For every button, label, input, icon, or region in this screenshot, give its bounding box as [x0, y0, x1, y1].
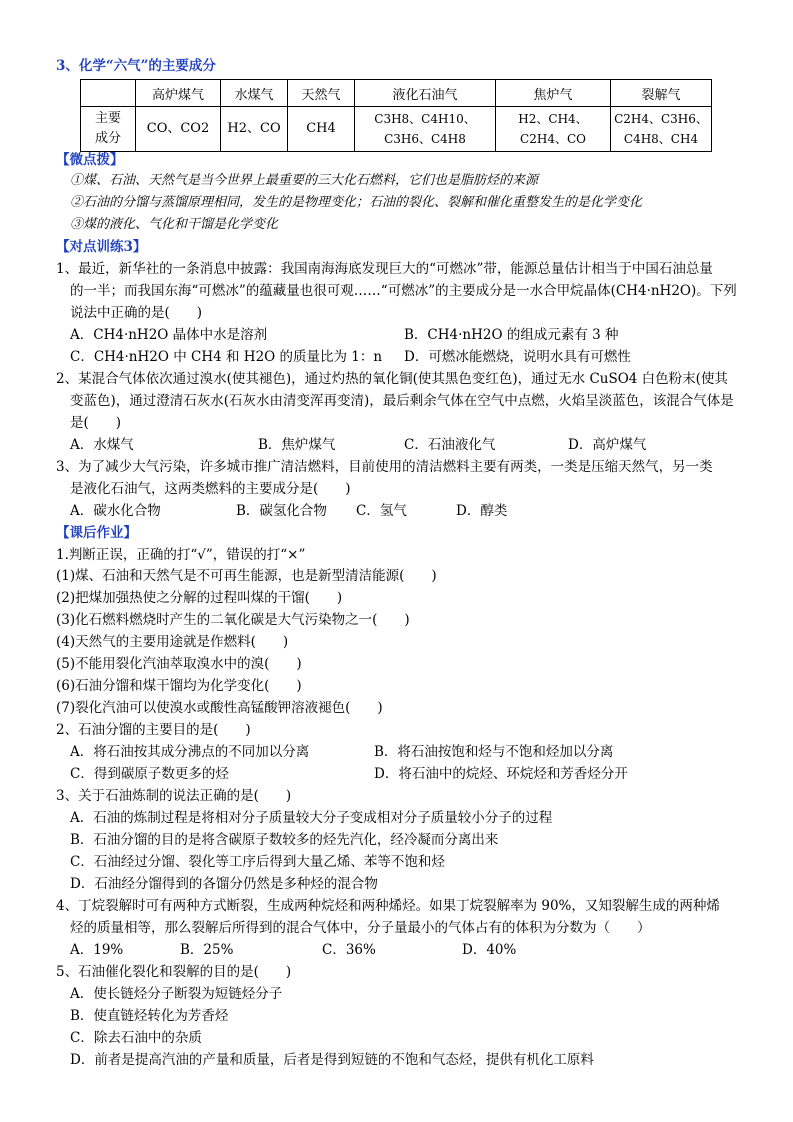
question-text: 变蓝色)，通过澄清石灰水(石灰水由清变浑再变清)，最后剩余气体在空气中点燃，火焰呈淡蓝色，该混合气体是 [70, 393, 734, 409]
gas-composition-table [80, 79, 712, 152]
answer-option: D．醇类 [456, 503, 508, 519]
question-text: 是( ) [70, 415, 122, 431]
answer-option: A．水煤气 [70, 437, 134, 453]
row-label-cell [81, 107, 136, 152]
question-text: 4、丁烷裂解时可有两种方式断裂，生成两种烷烃和两种烯烃。如果丁烷裂解率为 90%，又知裂解生成的两种烯 [56, 898, 720, 914]
answer-option: A．将石油按其成分沸点的不同加以分离 [70, 744, 310, 760]
table-header-cell: 天然气 [288, 80, 355, 107]
judge-item: (3)化石燃料燃烧时产生的二氧化碳是大气污染物之一( ) [56, 612, 410, 628]
tip-item: ②石油的分馏与蒸馏原理相同，发生的是物理变化；石油的裂化、裂解和催化重整发生的是化学变化 [70, 195, 643, 210]
judge-item: (1)煤、石油和天然气是不可再生能源，也是新型清洁能源( ) [56, 568, 437, 584]
answer-option: B．25% [180, 942, 234, 958]
judge-item: (7)裂化汽油可以使溴水或酸性高锰酸钾溶液褪色( ) [56, 700, 383, 716]
table-header-row [81, 80, 712, 107]
answer-option: A．碳水化合物 [70, 503, 161, 519]
tip-item: ①煤、石油、天然气是当今世界上最重要的三大化石燃料，它们也是脂肪烃的来源 [70, 173, 539, 188]
table-cell [496, 107, 611, 152]
row-label-line: 成分 [94, 131, 121, 146]
table-cell [611, 107, 712, 152]
answer-option: D．将石油中的烷烃、环烷烃和芳香烃分开 [374, 766, 628, 782]
cell-text: CO、CO2 [146, 121, 210, 136]
table-header-cell: 液化石油气 [355, 80, 496, 107]
answer-option: D．高炉煤气 [568, 437, 647, 453]
judge-intro: 1.判断正误，正确的打“√”，错误的打“×” [56, 547, 306, 563]
cell-text: C2H4、C3H6、C4H8、CH4 [614, 112, 708, 146]
answer-option: C．石油液化气 [404, 437, 496, 453]
question-text: 是液化石油气，这两类燃料的主要成分是( ) [70, 481, 351, 497]
tip-item: ③煤的液化、气化和干馏是化学变化 [70, 217, 279, 232]
table-header-cell [81, 80, 136, 107]
answer-option: B．将石油按饱和烃与不饱和烃加以分离 [374, 744, 614, 760]
answer-option: C．石油经过分馏、裂化等工序后得到大量乙烯、苯等不饱和烃 [70, 854, 445, 870]
answer-option: C．氢气 [356, 503, 407, 519]
table-header-cell: 水煤气 [221, 80, 288, 107]
answer-option: B．碳氢化合物 [236, 503, 327, 519]
answer-option: B．焦炉煤气 [258, 437, 336, 453]
cell-text: H2、CH4、C2H4、CO [518, 112, 588, 146]
answer-option: B．使直链烃转化为芳香烃 [70, 1008, 229, 1024]
cell-text: H2、CO [227, 121, 281, 136]
judge-item: (4)天然气的主要用途就是作燃料( ) [56, 634, 289, 650]
answer-option: C．36% [322, 942, 376, 958]
table-cell [288, 107, 355, 152]
table-cell [136, 107, 221, 152]
practice-tag: 【对点训练3】 [56, 239, 147, 255]
cell-text: C3H8、C4H10、C3H6、C4H8 [374, 112, 476, 146]
judge-item: (5)不能用裂化汽油萃取溴水中的溴( ) [56, 656, 302, 672]
question-text: 1、最近，新华社的一条消息中披露：我国南海海底发现巨大的“可燃冰”带，能源总量估计相当于中国石油总量 [56, 261, 713, 277]
row-label-line: 主要 [94, 111, 121, 126]
question-text: 5、石油催化裂化和裂解的目的是( ) [56, 964, 292, 980]
cell-text: CH4 [306, 121, 336, 136]
table-cell [221, 107, 288, 152]
answer-option: A．19% [70, 942, 124, 958]
table-header-cell: 高炉煤气 [136, 80, 221, 107]
answer-option: D．石油经分馏得到的各馏分仍然是多种烃的混合物 [70, 876, 378, 892]
section-title: 3、化学“六气”的主要成分 [56, 58, 216, 74]
table-header-cell: 裂解气 [611, 80, 712, 107]
judge-item: (6)石油分馏和煤干馏均为化学变化( ) [56, 678, 302, 694]
table-row [81, 107, 712, 152]
table-cell [355, 107, 496, 152]
question-text: 3、关于石油炼制的说法正确的是( ) [56, 788, 292, 804]
question-text: 2、石油分馏的主要目的是( ) [56, 722, 251, 738]
question-text: 2、某混合气体依次通过溴水(使其褪色)，通过灼热的氧化铜(使其黑色变红色)，通过无水 CuSO4 白色粉末(使其 [56, 371, 728, 387]
answer-option: C．得到碳原子数更多的烃 [70, 766, 229, 782]
answer-option: C．除去石油中的杂质 [70, 1030, 202, 1046]
judge-item: (2)把煤加强热使之分解的过程叫煤的干馏( ) [56, 590, 343, 606]
answer-option: D．前者是提高汽油的产量和质量，后者是得到短链的不饱和气态烃，提供有机化工原料 [70, 1052, 594, 1068]
answer-option: C．CH4·nH2O 中 CH4 和 H2O 的质量比为 1：n [70, 349, 383, 365]
answer-option: D．可燃冰能燃烧，说明水具有可燃性 [404, 349, 631, 365]
answer-option: A．石油的炼制过程是将相对分子质量较大分子变成相对分子质量较小分子的过程 [70, 810, 553, 826]
answer-option: A．CH4·nH2O 晶体中水是溶剂 [70, 327, 268, 343]
answer-option: A．使长链烃分子断裂为短链烃分子 [70, 986, 283, 1002]
question-text: 烃的质量相等，那么裂解后所得到的混合气体中，分子量最小的气体占有的体积为分数为（ ） [70, 920, 651, 936]
tips-tag: 【微点拨】 [56, 152, 124, 168]
question-text: 的一半；而我国东海“可燃冰”的蕴藏量也很可观……“可燃冰”的主要成分是一水合甲烷晶体(CH4·nH2O)。下列 [70, 283, 737, 299]
answer-option: B．石油分馏的目的是将含碳原子数较多的烃先汽化，经冷凝而分离出来 [70, 832, 499, 848]
question-text: 说法中正确的是( ) [70, 305, 203, 321]
answer-option: D．40% [462, 942, 517, 958]
question-text: 3、为了减少大气污染，许多城市推广清洁燃料，目前使用的清洁燃料主要有两类，一类是压缩天然气，另一类 [56, 459, 713, 475]
answer-option: B．CH4·nH2O 的组成元素有 3 种 [404, 327, 619, 343]
homework-tag: 【课后作业】 [56, 525, 137, 541]
table-header-cell: 焦炉气 [496, 80, 611, 107]
